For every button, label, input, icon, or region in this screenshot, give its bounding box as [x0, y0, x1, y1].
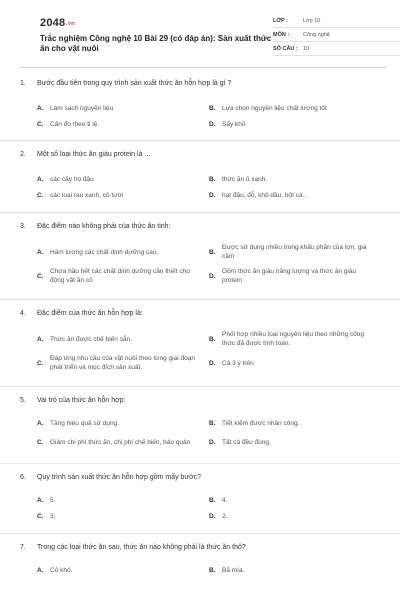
answer-text: Tăng hiệu quả sử dụng.: [50, 419, 120, 427]
answer-letter: B.: [209, 104, 216, 112]
answer-text: Tất cả đều đúng: [222, 438, 269, 446]
answer-text: 3.: [50, 512, 56, 520]
question-text: [20, 474, 386, 486]
answer-grid: [20, 100, 386, 132]
answer-grid: [20, 171, 386, 203]
question-divider: [0, 463, 400, 464]
question-stem: Vai trò của thức ăn hỗn hợp:: [37, 397, 126, 404]
question-stem: Đặc điểm của thức ăn hỗn hợp là:: [37, 310, 143, 317]
question-stem: Một số loại thức ăn giàu protein là ...: [37, 151, 151, 158]
page-header: [20, 0, 386, 68]
question-text: [20, 151, 386, 163]
question-divider: [0, 533, 400, 534]
answer-option[interactable]: [37, 241, 209, 263]
answer-text: các loại rau xanh, cỏ tươi: [50, 191, 124, 199]
question-divider: [0, 140, 400, 141]
question-text: [20, 223, 386, 235]
answer-letter: A.: [37, 335, 44, 343]
answer-option[interactable]: [37, 415, 209, 431]
question-stem: Trong các loại thức ăn sau, thức ăn nào không phải là thức ăn thô?: [37, 544, 246, 551]
question-text: [20, 80, 386, 92]
site-logo[interactable]: [40, 17, 75, 29]
answer-text: Hàm lượng các chất dinh dưỡng cao.: [50, 248, 159, 256]
question-stem: Đặc điểm nào không phải của thức ăn tinh:: [37, 223, 171, 230]
answer-text: Lựa chọn nguyên liệu chất lượng tốt: [222, 104, 327, 112]
question-divider: [0, 299, 400, 300]
meta-row-count: [273, 42, 400, 56]
answer-text: Giảm chi phí thức ăn, chi phí chế biến, bảo quản: [50, 438, 191, 446]
answer-letter: B.: [209, 335, 216, 343]
answer-letter: A.: [37, 248, 44, 256]
meta-row-class: [273, 14, 400, 28]
answer-option[interactable]: [209, 350, 381, 376]
answer-text: Chứa hầu hết các chất dinh dưỡng cần thiết cho động vật ăn cỏ: [50, 268, 190, 284]
answer-letter: A.: [37, 175, 44, 183]
answer-text: hạt đậu, đỗ, khô dầu, bột cá...: [222, 191, 309, 199]
answer-grid: [20, 562, 386, 578]
answer-letter: C.: [37, 191, 44, 199]
answer-letter: D.: [209, 272, 216, 280]
question-list: [20, 80, 386, 578]
answer-text: Phối hợp nhiều loại nguyên liệu theo những công thức đã được tính toán.: [222, 331, 364, 347]
answer-letter: D.: [209, 120, 216, 128]
answer-text: Làm sạch nguyên liệu: [50, 104, 114, 112]
meta-label: MÔN :: [273, 31, 290, 38]
answer-option[interactable]: [209, 100, 381, 116]
answer-letter: A.: [37, 104, 44, 112]
question-divider: [0, 386, 400, 387]
answer-letter: B.: [209, 248, 216, 256]
question-number: 2.: [20, 151, 26, 158]
answer-option[interactable]: [209, 328, 381, 350]
question-number: 6.: [20, 474, 26, 481]
answer-option[interactable]: [209, 263, 381, 289]
answer-letter: D.: [209, 512, 216, 520]
answer-option[interactable]: [37, 116, 209, 132]
logo-text: 2048: [40, 17, 66, 29]
answer-option[interactable]: [37, 263, 209, 289]
page-title: Trắc nghiệm Công nghệ 10 Bài 29 (có đáp án): Sản xuất thức ăn cho vật nuôi: [40, 34, 272, 53]
answer-text: Thức ăn được chế biến sẵn.: [50, 335, 132, 343]
answer-option[interactable]: [209, 415, 381, 431]
answer-option[interactable]: [209, 562, 381, 578]
answer-letter: C.: [37, 272, 44, 280]
meta-value: 10: [303, 45, 310, 52]
question-text: [20, 544, 386, 556]
answer-letter: C.: [37, 120, 44, 128]
answer-option[interactable]: [209, 171, 381, 187]
question-divider: [0, 212, 400, 213]
question-text: [20, 310, 386, 322]
answer-grid: [20, 328, 386, 376]
answer-text: Cả 3 ý trên: [222, 359, 254, 367]
answer-option[interactable]: [37, 492, 209, 508]
answer-letter: B.: [209, 566, 216, 574]
answer-text: Đáp ứng nhu cầu của vật nuôi theo từng giai đoạn phát triển và mục đích sản xuất.: [50, 355, 195, 371]
question-item: [20, 544, 386, 578]
answer-letter: C.: [37, 438, 44, 446]
answer-text: Sấy khô: [222, 120, 246, 128]
answer-letter: B.: [209, 496, 216, 504]
question-stem: Bước đầu tiên trong quy trình sản xuất thức ăn hỗn hợp là gì ?: [37, 80, 232, 87]
answer-letter: D.: [209, 438, 216, 446]
answer-grid: [20, 492, 386, 524]
answer-option[interactable]: [209, 116, 381, 132]
question-item: [20, 80, 386, 132]
question-item: [20, 474, 386, 524]
header-divider: [20, 67, 386, 68]
question-number: 3.: [20, 223, 26, 230]
meta-label: LỚP :: [273, 17, 288, 24]
question-number: 7.: [20, 544, 26, 551]
answer-text: Cỏ khô.: [50, 566, 73, 574]
answer-letter: A.: [37, 419, 44, 427]
answer-option[interactable]: [209, 241, 381, 263]
question-item: [20, 151, 386, 203]
answer-text: Tiết kiệm được nhân công.: [222, 419, 300, 427]
question-stem: Quy trình sản xuất thức ăn hỗn hợp gồm mấy bước?: [37, 474, 202, 481]
answer-text: các cây họ đậu: [50, 175, 94, 183]
question-text: [20, 397, 386, 409]
answer-letter: C.: [37, 359, 44, 367]
question-item: [20, 223, 386, 289]
answer-option[interactable]: [37, 431, 209, 453]
question-item: [20, 397, 386, 453]
question-number: 5.: [20, 397, 26, 404]
question-number: 1.: [20, 80, 26, 87]
answer-letter: D.: [209, 359, 216, 367]
answer-letter: A.: [37, 566, 44, 574]
logo-suffix: .vn: [66, 21, 75, 27]
answer-option[interactable]: [209, 492, 381, 508]
answer-text: Được sử dụng nhiều trong khẩu phần của lợn, gia cầm: [222, 244, 367, 260]
answer-letter: B.: [209, 175, 216, 183]
meta-label: SỐ CÂU :: [273, 45, 298, 52]
question-number: 4.: [20, 310, 26, 317]
answer-option[interactable]: [37, 350, 209, 376]
answer-text: Gồm thức ăn giàu năng lượng và thức ăn giàu protein: [222, 268, 357, 284]
answer-option[interactable]: [37, 187, 209, 203]
answer-letter: B.: [209, 419, 216, 427]
answer-option[interactable]: [37, 100, 209, 116]
answer-option[interactable]: [37, 171, 209, 187]
answer-option[interactable]: [37, 328, 209, 350]
answer-option[interactable]: [209, 508, 381, 524]
meta-info: [273, 14, 400, 56]
meta-value: Công nghệ: [303, 31, 330, 38]
answer-text: 4.: [222, 496, 228, 504]
answer-option[interactable]: [37, 508, 209, 524]
answer-option[interactable]: [209, 187, 381, 203]
answer-letter: A.: [37, 496, 44, 504]
answer-grid: [20, 415, 386, 453]
answer-text: Cân đo theo tỉ lệ.: [50, 120, 100, 128]
answer-letter: D.: [209, 191, 216, 199]
answer-text: 2.: [222, 512, 228, 520]
answer-option[interactable]: [37, 562, 209, 578]
answer-text: Bã mía.: [222, 566, 245, 574]
answer-option[interactable]: [209, 431, 381, 453]
question-item: [20, 310, 386, 376]
meta-value: Lớp 10: [303, 17, 321, 24]
meta-row-subject: [273, 28, 400, 42]
answer-text: thức ăn ủ xanh.: [222, 175, 268, 183]
answer-grid: [20, 241, 386, 289]
answer-letter: C.: [37, 512, 44, 520]
answer-text: 5.: [50, 496, 56, 504]
